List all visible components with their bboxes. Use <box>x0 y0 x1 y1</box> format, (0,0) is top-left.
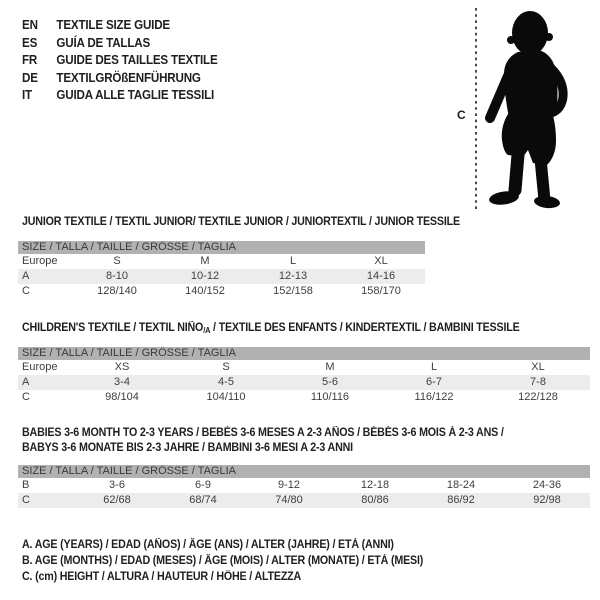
size-value-cell: M <box>200 255 210 267</box>
size-value-cell: 158/170 <box>361 285 401 297</box>
language-title: TEXTILGRÖßENFÜHRUNG <box>56 70 201 85</box>
size-value-cell: 7-8 <box>530 376 546 388</box>
size-value-cell: 86/92 <box>447 494 475 506</box>
size-value-cell: 98/104 <box>105 391 139 403</box>
baby-silhouette-figure <box>470 6 590 212</box>
table-row <box>18 360 590 375</box>
size-value-cell: 122/128 <box>518 391 558 403</box>
size-value-cell: XL <box>374 255 388 267</box>
size-value-cell: 6-9 <box>195 479 211 491</box>
height-measure-label: C <box>457 108 466 122</box>
title-line: BABIES 3-6 MONTH TO 2-3 YEARS / BEBÉS 3-6 MESES A 2-3 AÑOS / BÉBÉS 3-6 MOIS À 2-3 ANS / <box>22 427 504 439</box>
size-value-cell: 62/68 <box>103 494 131 506</box>
size-header-bar: SIZE / TALLA / TAILLE / GRÖSSE / TAGLIA <box>18 347 590 360</box>
language-code: EN <box>22 18 38 32</box>
legend-notes <box>22 537 453 585</box>
size-value-cell: 18-24 <box>446 479 476 491</box>
section-title-babies <box>22 426 540 456</box>
row-label-cell: C <box>22 494 30 506</box>
language-row <box>22 52 218 70</box>
baby-silhouette-icon <box>488 11 563 209</box>
title-line: BABYS 3-6 MONATE BIS 2-3 JAHRE / BAMBINI 3-6 MESI A 2-3 ANNI <box>22 442 353 454</box>
size-value-cell: 3-6 <box>109 479 125 491</box>
size-value-cell: 140/152 <box>185 285 225 297</box>
size-value-cell: 12-13 <box>278 270 308 282</box>
size-value-cell: 8-10 <box>105 270 129 282</box>
table-row <box>18 493 590 508</box>
row-label-cell: Europe <box>22 361 58 373</box>
row-label-cell: Europe <box>22 255 58 267</box>
size-value-cell: 5-6 <box>322 376 338 388</box>
table-row <box>18 390 590 405</box>
size-value-cell: 14-16 <box>366 270 396 282</box>
title-part: CHILDREN'S TEXTILE / TEXTIL NIÑO <box>22 322 204 334</box>
size-value-cell: M <box>325 361 335 373</box>
section-title-children <box>22 321 520 338</box>
size-header-bar: SIZE / TALLA / TAILLE / GRÖSSE / TAGLIA <box>18 241 425 254</box>
size-value-cell: 24-36 <box>532 479 562 491</box>
table-row <box>18 478 590 493</box>
children-size-table <box>18 360 590 405</box>
row-label-cell: A <box>22 270 30 282</box>
row-label-cell: C <box>22 285 30 297</box>
size-header-bar: SIZE / TALLA / TAILLE / GRÖSSE / TAGLIA <box>18 465 590 478</box>
language-row <box>22 87 218 105</box>
size-value-cell: 152/158 <box>273 285 313 297</box>
section-title-junior: JUNIOR TEXTILE / TEXTIL JUNIOR/ TEXTILE JUNIOR / JUNIORTEXTIL / JUNIOR TESSILE <box>22 216 460 228</box>
language-title: GUÍA DE TALLAS <box>56 35 151 50</box>
size-value-cell: 10-12 <box>190 270 220 282</box>
language-code: ES <box>22 35 38 50</box>
language-row <box>22 17 218 35</box>
size-value-cell: 4-5 <box>218 376 234 388</box>
row-label-cell: B <box>22 479 30 491</box>
size-value-cell: 110/116 <box>310 391 350 403</box>
legend-line-b: B. AGE (MONTHS) / EDAD (MESES) / ÂGE (MOIS) / ALTER (MONATE) / ETÀ (MESI) <box>22 555 424 567</box>
row-label-cell: C <box>22 391 30 403</box>
row-label-cell: A <box>22 376 30 388</box>
language-code: DE <box>22 70 38 85</box>
table-row <box>18 254 425 269</box>
language-title: GUIDE DES TAILLES TEXTILE <box>56 53 218 68</box>
language-row <box>22 70 218 88</box>
legend-line-c: C. (cm) HEIGHT / ALTURA / HAUTEUR / HÖHE / ALTEZZA <box>22 571 302 583</box>
size-value-cell: 3-4 <box>114 376 130 388</box>
size-value-cell: 128/140 <box>97 285 137 297</box>
size-value-cell: 92/98 <box>533 494 561 506</box>
table-row <box>18 269 425 284</box>
size-value-cell: S <box>222 361 230 373</box>
size-value-cell: L <box>430 361 438 373</box>
size-value-cell: 116/122 <box>414 391 454 403</box>
language-list <box>22 17 232 105</box>
size-value-cell: S <box>113 255 121 267</box>
size-value-cell: L <box>289 255 297 267</box>
language-row <box>22 35 218 53</box>
language-title: GUIDA ALLE TAGLIE TESSILI <box>56 88 215 103</box>
size-value-cell: 12-18 <box>360 479 390 491</box>
size-value-cell: XL <box>531 361 545 373</box>
legend-line-a: A. AGE (YEARS) / EDAD (AÑOS) / ÂGE (ANS) / ALTER (JAHRE) / ETÀ (ANNI) <box>22 539 394 551</box>
size-value-cell: 6-7 <box>426 376 442 388</box>
size-value-cell: 9-12 <box>277 479 301 491</box>
size-value-cell: 104/110 <box>206 391 246 403</box>
table-row <box>18 375 590 390</box>
size-value-cell: 80/86 <box>361 494 389 506</box>
title-subscript: /A <box>203 326 211 335</box>
size-value-cell: XS <box>114 361 130 373</box>
title-part: / TEXTILE DES ENFANTS / KINDERTEXTIL / BAMBINI TESSILE <box>210 322 520 334</box>
size-value-cell: 74/80 <box>275 494 303 506</box>
babies-size-table <box>18 478 590 508</box>
table-row <box>18 284 425 299</box>
language-title: TEXTILE SIZE GUIDE <box>56 18 170 32</box>
size-value-cell: 68/74 <box>189 494 217 506</box>
junior-size-table <box>18 254 425 299</box>
language-code: FR <box>22 53 38 68</box>
language-code: IT <box>22 88 32 103</box>
